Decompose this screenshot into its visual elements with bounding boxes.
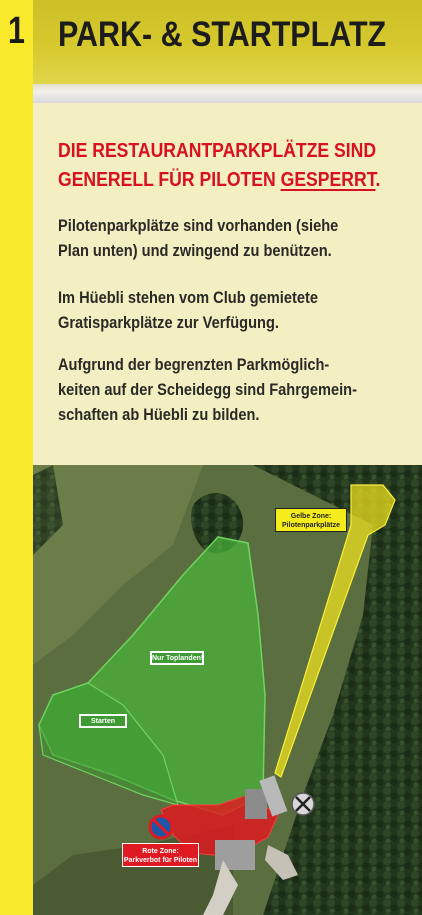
building-roof [245, 789, 267, 819]
label-line: Parkverbot für Piloten [123, 857, 198, 864]
label-yellow-zone [275, 508, 347, 532]
paragraph-line: schaften ab Hüebli zu bilden. [58, 405, 260, 424]
label-top-landing: Nur Toplanden! [150, 651, 204, 665]
paragraph-carpool [58, 352, 376, 427]
paragraph-line: Pilotenparkplätze sind vorhanden (siehe [58, 216, 339, 235]
page-title: PARK- & STARTPLATZ [58, 15, 387, 54]
divider-stripe [33, 84, 422, 103]
tools-icon [292, 793, 314, 815]
paragraph-parking [58, 213, 376, 263]
label-red-zone [122, 843, 199, 867]
headline-line-2-suffix: . [375, 169, 381, 191]
paragraph-line: keiten auf der Scheidegg sind Fahrgemein- [58, 380, 357, 399]
section-number: 1 [8, 10, 25, 52]
building-roof [215, 840, 255, 870]
paragraph-line: Aufgrund der begrenzten Parkmöglich- [58, 355, 330, 374]
sidebar-stripe [0, 0, 33, 915]
paragraph-line: Im Hüebli stehen vom Club gemietete [58, 288, 318, 307]
aerial-map [33, 465, 422, 915]
label-line: Gelbe Zone: [290, 513, 332, 520]
map-graphic [33, 465, 422, 915]
headline-line-2 [58, 166, 381, 195]
headline-warning [58, 137, 381, 195]
label-line: Pilotenparkplätze [282, 522, 340, 529]
headline-line-1: DIE RESTAURANTPARKPLÄTZE SIND [58, 140, 377, 162]
label-line: Rote Zone: [142, 848, 179, 855]
paragraph-line: Gratisparkplätze zur Verfügung. [58, 313, 279, 332]
paragraph-huebli [58, 285, 376, 335]
paragraph-line: Plan unten) und zwingend zu benützen. [58, 241, 332, 260]
no-parking-icon [150, 816, 172, 838]
label-start: Starten [79, 714, 127, 728]
headline-line-2-prefix: GENERELL FÜR PILOTEN [58, 169, 281, 191]
headline-emphasis: GESPERRT [280, 169, 376, 191]
